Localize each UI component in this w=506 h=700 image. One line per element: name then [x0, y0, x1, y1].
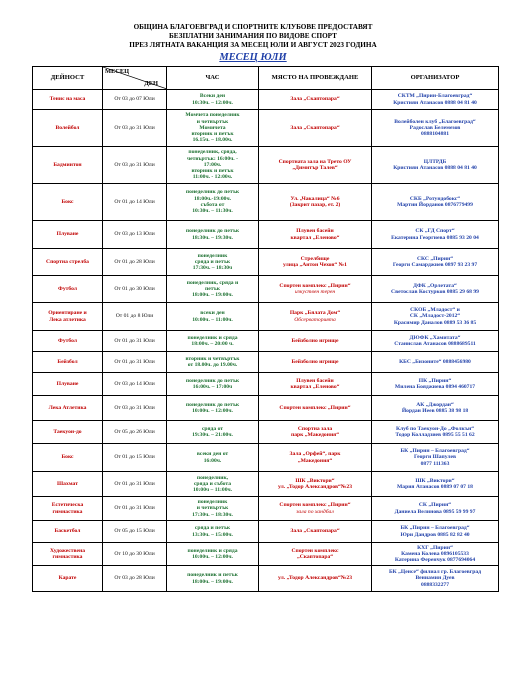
place-cell: Спортен комплекс „Скаптопара“: [259, 543, 372, 566]
dates-cell: От 03 до 31 Юли: [103, 147, 167, 184]
place-subtitle: зала по хандбал: [296, 508, 334, 515]
dates-cell: От 03 до 13 Юли: [103, 221, 167, 249]
table-header-row: [33, 67, 499, 90]
time-cell: понеделник сряда и петък 17:30ч. – 18:30ч: [167, 249, 259, 276]
dates-cell: От 01 до 28 Юли: [103, 249, 167, 276]
header-organizer: ОРГАНИЗАТОР: [372, 67, 499, 90]
document-heading: [0, 0, 506, 50]
dates-cell: От 01 до 31 Юли: [103, 472, 167, 497]
organizer-cell: БК „Ценсе“ филиал гр. Благоевград Вениамин Дуев 0888332277: [372, 566, 499, 592]
activity-cell: Шахмат: [33, 472, 103, 497]
activity-cell: Естетическа гимнастика: [33, 497, 103, 521]
organizer-cell: СК „ГД Спорт“ Екатерина Георгиева 0885 93 20 04: [372, 221, 499, 249]
organizer-cell: СК „Пирин“ Даниела Велинова 0895 59 99 97: [372, 497, 499, 521]
time-cell: понеделник и сряда 18:00ч. – 20:00 ч.: [167, 331, 259, 352]
header-day: ДЕН: [144, 79, 158, 87]
organizer-cell: БК „Пирин – Благоевград“ Юри Дандров 0885 82 82 40: [372, 521, 499, 543]
activity-cell: Таекуон-до: [33, 421, 103, 444]
organizer-cell: КБС „Бизоните“ 0888456980: [372, 352, 499, 373]
time-cell: сряда и петък 13:30ч. – 15:00ч.: [167, 521, 259, 543]
place-cell: Парк „Бялата Дом“ Обсерваторията: [259, 303, 372, 331]
organizer-cell: СКБ „Ротундобокс“ Мартин Йорданов 0876779499: [372, 184, 499, 221]
time-cell: понеделник и сряда 10:00ч. – 12:00ч.: [167, 543, 259, 566]
table-row: [33, 147, 499, 184]
place-cell: Спортна зала парк „Македония“: [259, 421, 372, 444]
table-row: [33, 373, 499, 396]
organizer-cell: Клуб по Таекуон-До „Фолкън“ Тодор Колладзиев 0895 55 51 62: [372, 421, 499, 444]
table-body: [33, 90, 499, 592]
time-cell: понеделник до петък 18:30ч. – 19:30ч.: [167, 221, 259, 249]
activity-cell: Бокс: [33, 444, 103, 472]
header-place: МЯСТО НА ПРОВЕЖДАНЕ: [259, 67, 372, 90]
place-cell: Ул. „Чакалица“ №6 (Закрит пазар, ет. 2): [259, 184, 372, 221]
organizer-cell: КХГ „Пирин“ Камена Колева 0896105533 Катерина Ференчук 0877694064: [372, 543, 499, 566]
time-cell: понеделник, сряда, четвъртък: 16:00ч. - 17:00ч. вторник и петък 11:00ч. - 12:00ч.: [167, 147, 259, 184]
activity-cell: Художествена гимнастика: [33, 543, 103, 566]
dates-cell: От 01 до 8 Юли: [103, 303, 167, 331]
dates-cell: От 03 до 07 Юли: [103, 90, 167, 110]
table-row: [33, 472, 499, 497]
header-time: ЧАС: [167, 67, 259, 90]
place-cell: Спортен комплекс „Пирин“ зала по хандбал: [259, 497, 372, 521]
place-cell: Стрелбище улица „Антон Чехов“ №1: [259, 249, 372, 276]
table-row: [33, 543, 499, 566]
dates-cell: От 10 до 30 Юли: [103, 543, 167, 566]
place-cell: Бейзболно игрище: [259, 352, 372, 373]
time-cell: понеделник, сряда и събота 10:00ч – 11:00ч.: [167, 472, 259, 497]
time-cell: вторник и четвъртък от 18.00ч. до 19.00ч.: [167, 352, 259, 373]
activity-cell: Волейбол: [33, 110, 103, 147]
time-cell: понеделник до петък 16:00ч. – 17:00ч: [167, 373, 259, 396]
time-cell: понеделник и четвъртък 17:30ч. – 18:30ч.: [167, 497, 259, 521]
dates-cell: От 01 до 31 Юли: [103, 352, 167, 373]
dates-cell: От 03 до 14 Юли: [103, 373, 167, 396]
table-row: [33, 444, 499, 472]
table-row: [33, 396, 499, 421]
table-row: [33, 331, 499, 352]
month-title: МЕСЕЦ ЮЛИ: [219, 52, 287, 63]
organizer-cell: СКС „Пирин“ Георги Самарджиев 0897 93 23 97: [372, 249, 499, 276]
time-cell: Момчета понеделник и четвъртък Момичета вторник и петък 16.15ч. – 18.00ч.: [167, 110, 259, 147]
place-cell: Бейзболно игрище: [259, 331, 372, 352]
place-cell: Зала „Скаптопара“: [259, 110, 372, 147]
activity-cell: Спортна стрелба: [33, 249, 103, 276]
time-cell: понеделник и петък 18:00ч. – 19:00ч.: [167, 566, 259, 592]
table-row: [33, 497, 499, 521]
organizer-cell: АК „Джордан“ Йордан Иеев 0885 38 98 18: [372, 396, 499, 421]
dates-cell: От 03 до 28 Юли: [103, 566, 167, 592]
table-row: [33, 184, 499, 221]
organizer-cell: СКОБ „Младост“ и СК „Младост-2012“ Красимир Даналов 0889 53 36 85: [372, 303, 499, 331]
organizer-cell: ПК „Пирин“ Милена Бояджиева 0894 460717: [372, 373, 499, 396]
dates-cell: От 05 до 15 Юли: [103, 521, 167, 543]
table-row: [33, 421, 499, 444]
heading-line-2: БЕЗПЛАТНИ ЗАНИМАНИЯ ПО ВИДОВЕ СПОРТ: [169, 32, 337, 40]
time-cell: понеделник до петък 10:00ч. – 12:00ч.: [167, 396, 259, 421]
activity-cell: Футбол: [33, 276, 103, 303]
activity-cell: Футбол: [33, 331, 103, 352]
heading-line-3: ПРЕЗ ЛЯТНАТА ВАКАНЦИЯ ЗА МЕСЕЦ ЮЛИ И АВГУСТ 2023 ГОДИНА: [129, 41, 377, 49]
time-cell: всеки ден от 16:00ч.: [167, 444, 259, 472]
place-cell: Плувен басейн квартал „Еленово“: [259, 221, 372, 249]
schedule-table: [32, 66, 499, 592]
table-row: [33, 521, 499, 543]
place-subtitle: Обсерваторията: [294, 316, 336, 323]
table-row: [33, 566, 499, 592]
dates-cell: От 01 до 15 Юли: [103, 444, 167, 472]
dates-cell: От 01 до 30 Юли: [103, 276, 167, 303]
header-month-day: [103, 67, 167, 90]
organizer-cell: СКТМ „Пирин-Благоевград“ Кристиян Атанасов 0888 04 81 40: [372, 90, 499, 110]
table-row: [33, 221, 499, 249]
dates-cell: От 01 до 14 Юли: [103, 184, 167, 221]
activity-cell: Баскетбол: [33, 521, 103, 543]
table-row: [33, 249, 499, 276]
time-cell: всеки ден 10:00ч. – 11:00ч.: [167, 303, 259, 331]
place-cell: ул. „Тодор Александров“№23: [259, 566, 372, 592]
activity-cell: Плуване: [33, 221, 103, 249]
activity-cell: Ориентиране и Лека атлетика: [33, 303, 103, 331]
place-cell: Плувен басейн квартал „Еленово“: [259, 373, 372, 396]
place-cell: Зала „Орфей“, парк „Македония“: [259, 444, 372, 472]
place-subtitle: изкуствен терен: [294, 289, 336, 295]
table-row: [33, 276, 499, 303]
activity-cell: Лека Атлетика: [33, 396, 103, 421]
table-row: [33, 90, 499, 110]
organizer-cell: ДФК „Орлетата“ Светослав Костурков 0885 29 68 99: [372, 276, 499, 303]
time-cell: понеделник, сряда и петък 18:00ч. – 19:00ч.: [167, 276, 259, 303]
organizer-cell: БК „Пирин – Благоевград“ Георги Шапулев 0877 111363: [372, 444, 499, 472]
activity-cell: Бейзбол: [33, 352, 103, 373]
header-activity: ДЕЙНОСТ: [33, 67, 103, 90]
header-month: МЕСЕЦ: [105, 68, 130, 75]
table-row: [33, 352, 499, 373]
place-cell: Зала „Скаптопара“: [259, 521, 372, 543]
place-cell: ШК „Виктори“ ул. „Тодор Александров“№23: [259, 472, 372, 497]
activity-cell: Бадминтон: [33, 147, 103, 184]
time-cell: сряда от 19:30ч. – 21:00ч.: [167, 421, 259, 444]
heading-line-1: ОБЩИНА БЛАГОЕВГРАД И СПОРТНИТЕ КЛУБОВЕ ПРЕДОСТАВЯТ: [133, 23, 373, 31]
table-row: [33, 303, 499, 331]
organizer-cell: ШК „Виктори“ Мария Атанасов 0889 07 07 18: [372, 472, 499, 497]
activity-cell: Бокс: [33, 184, 103, 221]
organizer-cell: ДЮФК „Хамитата“ Станислав Атанасов 0888689511: [372, 331, 499, 352]
time-cell: понеделник до петък 18:00ч.-19:00ч. събота от 10:30ч. – 11:30ч.: [167, 184, 259, 221]
dates-cell: От 03 до 31 Юли: [103, 396, 167, 421]
activity-cell: Тенис на маса: [33, 90, 103, 110]
dates-cell: От 01 до 31 Юли: [103, 497, 167, 521]
place-cell: Зала „Скаптопара“: [259, 90, 372, 110]
place-cell: Спортен комплекс „Пирин“ изкуствен терен: [259, 276, 372, 303]
activity-cell: Плуване: [33, 373, 103, 396]
place-cell: Спортната зала на Трето ОУ „Димитър Талев“: [259, 147, 372, 184]
time-cell: Всеки ден 10:30ч. – 12:00ч.: [167, 90, 259, 110]
organizer-cell: ЦЛТРДБ Кристиян Атанасов 0888 04 81 40: [372, 147, 499, 184]
dates-cell: От 05 до 26 Юли: [103, 421, 167, 444]
place-cell: Спортен комплекс „Пирин“: [259, 396, 372, 421]
organizer-cell: Волейболен клуб „Благоевград“ Радослав Белемезов 0888104881: [372, 110, 499, 147]
activity-cell: Карате: [33, 566, 103, 592]
dates-cell: От 03 до 31 Юли: [103, 110, 167, 147]
table-row: [33, 110, 499, 147]
dates-cell: От 01 до 31 Юли: [103, 331, 167, 352]
